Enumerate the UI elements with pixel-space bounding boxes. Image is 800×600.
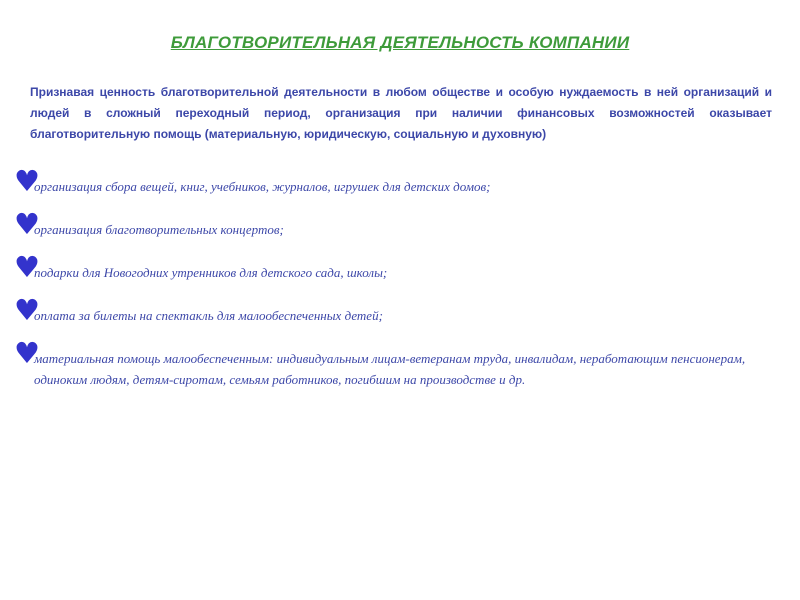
list-item-text: подарки для Новогодних утренников для детского сада, школы;: [34, 265, 388, 280]
heart-icon: ♥: [14, 293, 40, 327]
list-item-text: материальная помощь малообеспеченным: индивидуальным лицам-ветеранам труда, инвалидам, неработающим пенсионерам, одиноким людям, детям-сиротам, семьям работников, погибшим на производстве и др.: [34, 351, 746, 387]
heart-icon: ♥: [14, 336, 40, 370]
list-item: [14, 336, 754, 390]
list-item: [14, 293, 754, 327]
list-item-text: организация сбора вещей, книг, учебников, журналов, игрушек для детских домов;: [34, 179, 491, 194]
list-item: [14, 207, 754, 241]
heart-icon: ♥: [14, 207, 40, 241]
slide-title: БЛАГОТВОРИТЕЛЬНАЯ ДЕЯТЕЛЬНОСТЬ КОМПАНИИ: [170, 33, 630, 52]
activities-list: [14, 164, 754, 412]
list-item: [14, 250, 754, 284]
list-item-text: организация благотворительных концертов;: [34, 222, 284, 237]
list-item: [14, 164, 754, 198]
list-item-text: оплата за билеты на спектакль для малообеспеченных детей;: [34, 308, 383, 323]
intro-paragraph: Признавая ценность благотворительной деятельности в любом обществе и особую нуждаемость в ней организаций и людей в сложный переходный период, организация при наличии финансовых возможностей оказывает благотворительную помощь (материальную, юридическую, социальную и духовную): [30, 85, 772, 141]
heart-icon: ♥: [14, 164, 40, 198]
heart-icon: ♥: [14, 250, 40, 284]
